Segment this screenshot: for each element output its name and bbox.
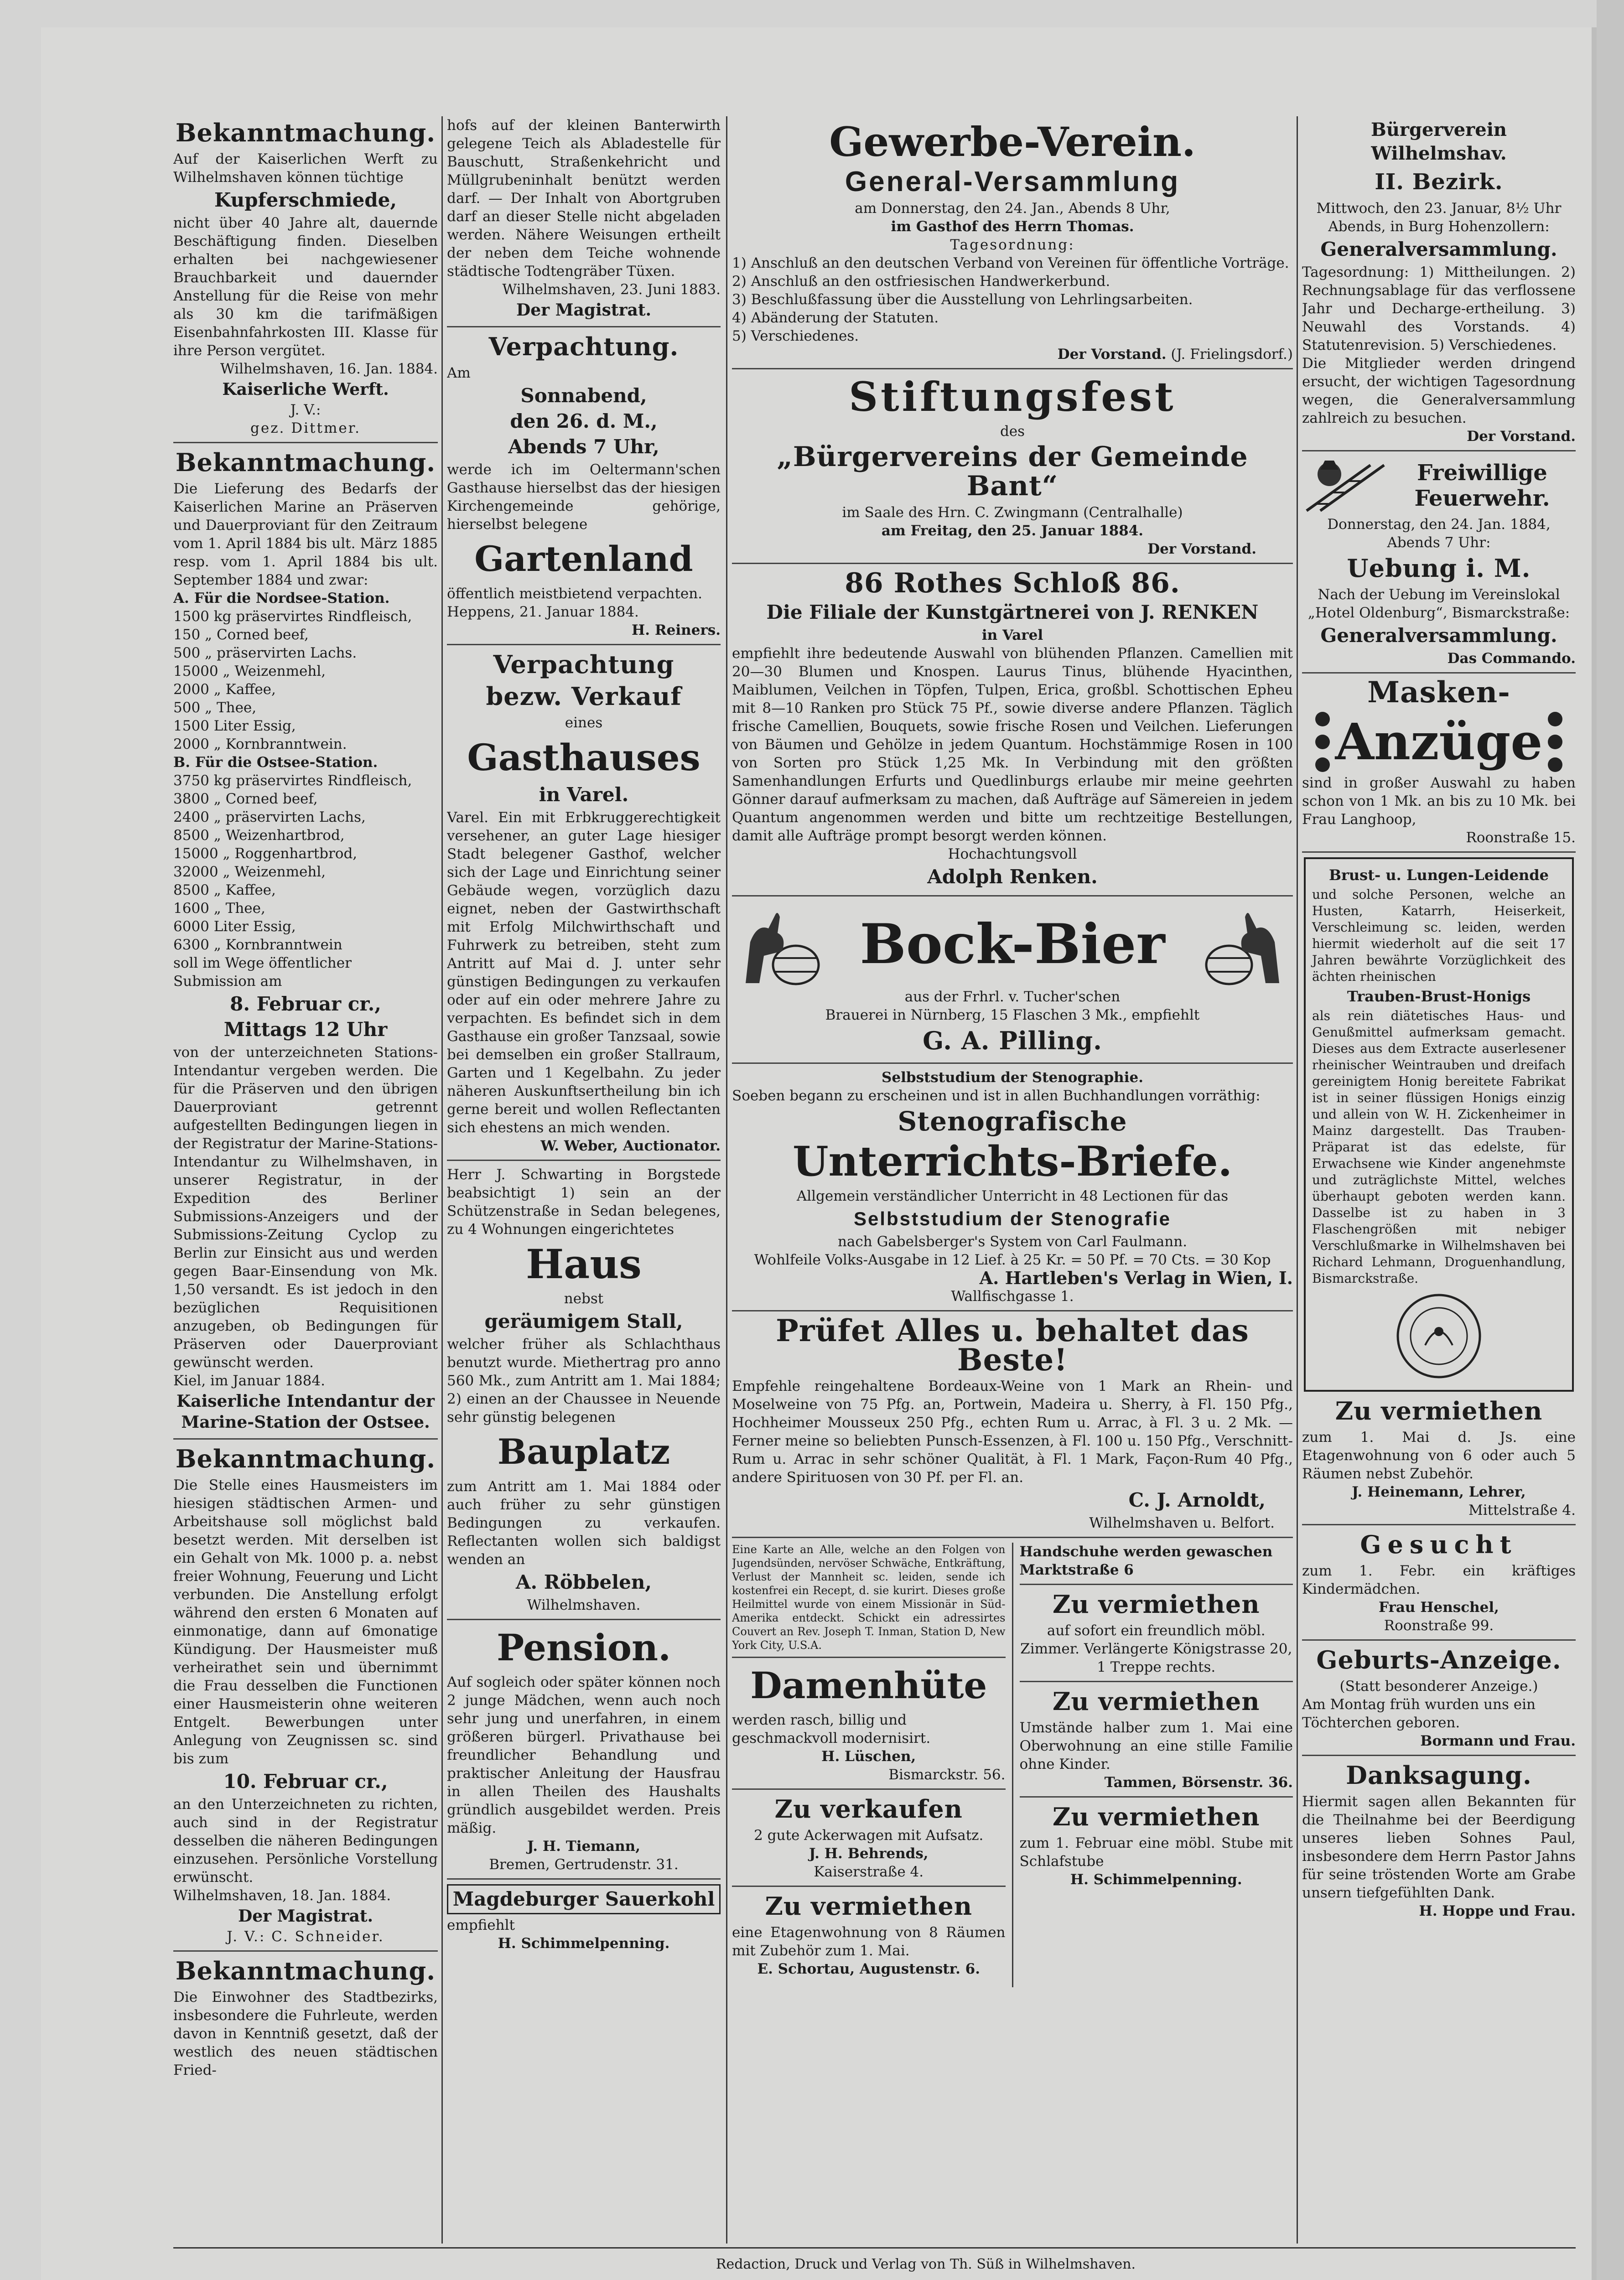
ad-text: empfiehlt	[447, 1917, 515, 1933]
ad-zu-vermiethen-oberwohnung	[1020, 1687, 1293, 1798]
ad-body: Am Montag früh wurden uns ein Töchterchen geboren.	[1302, 1696, 1536, 1731]
ad-title: Stiftungsfest	[849, 373, 1176, 420]
ad-body: empfiehlt ihre bedeutende Auswahl von blühenden Pflanzen. Camellien mit 20—30 Blumen und Knospen. Laurus Tinus, blühende Hyacinthen, Maiblumen, Veilchen in Töpfen, Tulpen, Erica, großbl. Schottischen Epheu mit 8—10 Ranken pro Stück 75 Pf., sowie diverse andere Pflanzen. Täglich frische Camellien, Bouquets, sowie frische Rosen und Veilchen. Lieferungen von Bäumen und Gehölze in jedem Quantum. Hochstämmige Rosen in 100 von Sorten pro Stück 1,25 Mk. In Verbindung mit den größten Samenhandlungen Erfurts und Quedlinburgs erlaube mir meine geehrten Gönner darauf aufmerksam zu machen, daß Aufträge auf Sämereien in jedem Quantum angenommen werden und bitte um rechtzeitige Bestellungen, damit alle Aufträge prompt besorgt werden können.	[732, 645, 1293, 844]
ad-sign: Der Vorstand.	[1147, 541, 1256, 557]
ad-body: hofs auf der kleinen Banterwirth gelegene Teich als Abladestelle für Bauschutt, Straßenkehricht und Müllgrubeninhalt benützt werden darf. — Der Inhalt von Abortgruben darf an dieser Stelle nicht abgeladen werden. Nähere Weisungen ertheilt der neben dem Teiche wohnende städtische Todtengräber Tüxen.	[447, 117, 721, 280]
ad-sign: H. Lüschen,	[821, 1748, 916, 1765]
ad-title: Verpachtung	[493, 650, 675, 679]
ad-heading: Uebung i. M.	[1347, 554, 1531, 583]
ad-verpachtung-gartenland	[447, 332, 721, 645]
ad-time-heading: Abends 7 Uhr,	[508, 435, 659, 458]
ad-pension	[447, 1625, 721, 1880]
ad-address: Wallfischgasse 1.	[951, 1288, 1074, 1305]
ad-body: nicht über 40 Jahre alt, dauernde Beschäftigung finden. Dieselben erhalten bei nachgewiesener Brauchbarkeit und dauernder Anstellung für die Reise von mehr als 30 km die tarifmäßigen Eisenbahnfahrkosten III. Klasse für ihre Person vergütet.	[173, 215, 438, 359]
ad-date: Wilhelmshaven, 23. Juni 1883.	[502, 281, 721, 298]
ad-body: auf sofort ein freundlich möbl. Zimmer. Verlängerte Königstrasse 20, 1 Treppe rechts.	[1020, 1622, 1292, 1675]
ad-sign: Der Vorstand.	[1057, 346, 1167, 363]
ad-sign: J. H. Behrends,	[809, 1845, 929, 1862]
list-item: 2400 „ präservirten Lachs,	[173, 809, 366, 825]
ad-zu-verkaufen	[732, 1794, 1006, 1887]
ad-sign: J. H. Tiemann,	[527, 1838, 641, 1855]
ad-section-heading: A. Für die Nordsee-Station.	[173, 590, 390, 606]
ad-place: Wilhelmshaven u. Belfort.	[1089, 1515, 1275, 1531]
ad-heading: Trauben-Brust-Honigs	[1347, 988, 1531, 1005]
ad-sign: H. Schimmelpenning.	[1070, 1871, 1242, 1888]
ad-body: Handschuhe werden gewaschen Marktstraße 6	[1019, 1544, 1273, 1578]
ad-sign: Frau Henschel,	[1379, 1599, 1499, 1616]
ad-heading: Generalversammlung.	[1320, 624, 1557, 647]
list-item: 1500 Liter Essig,	[173, 718, 296, 734]
ad-title: Bekanntmachung.	[175, 448, 436, 477]
ad-sign: A. Röbbelen,	[515, 1571, 652, 1593]
ad-masken-anzuege	[1302, 675, 1576, 853]
list-item: 2000 „ Kaffee,	[173, 681, 276, 698]
ad-title: Gesucht	[1360, 1530, 1518, 1559]
ad-item-heading: Gasthauses	[467, 736, 700, 779]
ad-body: zum Antritt am 1. Mai 1884 oder auch früher zu sehr günstigen Bedingungen zu verkaufen. Reflectanten wollen sich baldigst wenden an	[447, 1478, 721, 1568]
ad-body: und solche Personen, welche an Husten, Katarrh, Heiserkeit, Verschleimung sc. leiden, werden hiermit wiederholt auf die seit 17 Jahren bewährte Vorzüglichkeit des ächten rheinischen	[1312, 887, 1566, 984]
small-ads-right	[1013, 1543, 1293, 1987]
ad-sign: J. V.: C. Schneider.	[227, 1928, 384, 1945]
ad-sign: H. Reiners.	[632, 622, 721, 638]
ad-place: in Varel	[981, 627, 1043, 643]
ad-date: Wilhelmshaven, 16. Jan. 1884.	[220, 361, 438, 377]
ad-subtitle: Selbststudium der Stenografie	[853, 1208, 1172, 1229]
ad-stiftungsfest	[732, 374, 1293, 564]
column-divider	[1297, 116, 1298, 2244]
ad-abladestelle	[447, 116, 721, 327]
ad-title: Unterrichts-Briefe.	[793, 1137, 1232, 1186]
fire-brigade-emblem-icon	[1302, 456, 1389, 515]
ad-body: Tagesordnung: 1) Mittheilungen. 2) Rechnungsablage für das verflossene Jahr und Decharge-ertheilung. 3) Neuwahl des Vorstands. 4) Statutenrevision. 5) Verschiedenes.	[1302, 264, 1576, 353]
ad-body: aus der Frhrl. v. Tucher'schen	[904, 989, 1121, 1005]
footer-imprint: Redaction, Druck und Verlag von Th. Süß in Wilhelmshaven.	[716, 2256, 1136, 2272]
list-item: 500 „ Thee,	[173, 700, 257, 716]
goat-barrel-icon	[1197, 901, 1293, 988]
ad-sauerkohl	[447, 1884, 721, 1957]
agenda-item: 2) Anschluß an den ostfriesischen Handwerkerbund.	[732, 273, 1110, 290]
ad-hausmeister	[173, 1444, 438, 1952]
ad-trauben-brust-honig	[1304, 857, 1574, 1392]
column-3	[732, 116, 1293, 2241]
ad-body: Die Stelle eines Hausmeisters im hiesigen städtischen Armen- und Arbeitshause soll möglichst bald besetzt werden. Mit derselben ist ein Gehalt von Mk. 1000 p. a. nebst freier Wohnung, Feuerung und Licht verbunden. Die Anstellung erfolgt während den ersten 6 Monaten auf einmonatige, dann auf 6monatige Kündigung. Der Hausmeister muß verheirathet sein und übernimmt die Frau desselben die Functionen einer Hausmeisterin ohne weiteren Entgelt. Bewerbungen unter Anlegung von Zeugnissen sc. sind bis zum	[173, 1477, 438, 1767]
ad-gewerbe-verein	[732, 119, 1293, 369]
ad-when: am Freitag, den 25. Januar 1884.	[881, 523, 1144, 539]
ad-title: Freiwillige	[1417, 460, 1547, 486]
ad-geburts-anzeige	[1302, 1645, 1576, 1756]
ad-address: Kaiserstraße 4.	[814, 1864, 924, 1880]
ad-when: am Donnerstag, den 24. Jan., Abends 8 Uhr,	[855, 200, 1170, 217]
ad-text: eines	[565, 715, 603, 731]
ad-heading: Generalversammlung.	[1320, 238, 1557, 260]
ad-time-heading: Mittags 12 Uhr	[223, 1018, 388, 1041]
ad-text: Am	[447, 365, 471, 381]
ad-title: Verpachtung.	[488, 332, 679, 361]
ad-body: werde ich im Oeltermann'schen Gasthause hierselbst das der hiesigen Kirchengemeinde gehörige, hierselbst belegene	[447, 461, 721, 533]
list-item: 8500 „ Kaffee,	[173, 882, 276, 898]
ad-place: Wilhelmshaven.	[527, 1597, 641, 1613]
ad-body: zum 1. Febr. ein kräftiges Kindermädchen.	[1302, 1563, 1576, 1597]
ad-when: Donnerstag, den 24. Jan. 1884, Abends 7 Uhr:	[1327, 516, 1551, 551]
ad-title: Stenografische	[898, 1106, 1127, 1137]
agenda-item: 3) Beschlußfassung über die Ausstellung von Lehrlingsarbeiten.	[732, 291, 1193, 308]
ad-subtitle: Die Filiale der Kunstgärtnerei von J. RENKEN	[766, 601, 1259, 623]
ad-zu-vermiethen-zimmer	[1020, 1590, 1293, 1682]
ad-body: nach Gabelsberger's System von Carl Faulmann.	[837, 1233, 1188, 1250]
ad-haus-schwarting	[447, 1166, 721, 1620]
ad-title: Zu vermiethen	[1053, 1687, 1260, 1716]
ad-title: Zu vermiethen	[1053, 1590, 1260, 1619]
ad-damenhuete	[732, 1663, 1006, 1790]
ad-body: Soeben begann zu erscheinen und ist in allen Buchhandlungen vorräthig:	[732, 1088, 1261, 1104]
ad-zu-vermiethen-etage	[732, 1891, 1006, 1983]
ad-kunstgaertnerei	[732, 569, 1293, 896]
footer-rule	[173, 2247, 1576, 2249]
list-item: 15000 „ Weizenmehl,	[173, 663, 326, 679]
column-divider	[726, 116, 727, 2244]
ad-date-heading: 8. Februar cr.,	[230, 993, 381, 1015]
ad-body: eine Etagenwohnung von 8 Räumen mit Zubehör zum 1. Mai.	[732, 1924, 1006, 1959]
ad-where: im Gasthof des Herrn Thomas.	[891, 218, 1134, 235]
list-item: 15000 „ Roggenhartbrod,	[173, 845, 358, 862]
ad-subtitle: „Bürgervereins der Gemeinde Bant“	[777, 441, 1248, 502]
ad-karte	[732, 1543, 1006, 1658]
ad-title: Brust- u. Lungen-Leidende	[1329, 866, 1549, 884]
ad-title: Masken-	[1367, 675, 1510, 710]
ad-marine-proviant	[173, 448, 438, 1440]
ad-title: Zu verkaufen	[774, 1794, 963, 1824]
list-item: 3800 „ Corned beef,	[173, 791, 318, 807]
ad-title: Zu vermiethen	[1335, 1396, 1543, 1425]
column-2	[447, 116, 721, 2241]
ad-subtitle: II. Bezirk.	[1375, 169, 1503, 195]
ad-title: Geburts-Anzeige.	[1316, 1645, 1562, 1674]
ad-body: von der unterzeichneten Stations-Intendantur vergeben werden. Die für die Präserven und den übrigen Dauerproviant getrennt aufgestellten Bedingungen liegen in der Registratur der Marine-Stations-Intendantur zu Wilhelmshaven, in unserer Registratur, in der Expedition des Berliner Submissions-Anzeigers und der Submissions-Zeitung Cyclop zu Berlin zur Einsicht aus und werden gegen Baar-Einsendung von Mk. 1,50 versandt. Es ist jedoch in den bezüglichen Requisitionen anzugeben, ob Bedingungen für Präserven oder Dauerproviant gewünscht werden.	[173, 1044, 438, 1371]
ad-title: Prüfet Alles u. behaltet das Beste!	[776, 1313, 1249, 1378]
ad-agenda-heading: Tagesordnung:	[950, 237, 1075, 253]
ad-sign-name: (J. Frielingsdorf.)	[1171, 346, 1293, 363]
ad-date: Heppens, 21. Januar 1884.	[447, 604, 639, 620]
ad-place: Wilhelmshaven, 18. Jan. 1884.	[173, 1887, 391, 1904]
ad-sign: C. J. Arnoldt,	[1128, 1489, 1266, 1511]
ad-address: Mittelstraße 4.	[1468, 1502, 1576, 1518]
list-item: 1600 „ Thee,	[173, 900, 265, 917]
ad-subtitle: (Statt besonderer Anzeige.)	[1339, 1678, 1538, 1694]
ad-item-heading: Gartenland	[474, 539, 693, 579]
ad-gasthaus-varel	[447, 650, 721, 1161]
ad-fuhrleute	[173, 1956, 438, 2084]
ad-sign: E. Schortau, Augustenstr. 6.	[757, 1961, 981, 1977]
list-item: 6300 „ Kornbranntwein	[173, 937, 342, 953]
ornament-dots-icon	[1546, 710, 1564, 774]
ad-sign: Tammen, Börsenstr. 36.	[1104, 1774, 1293, 1791]
column-divider	[441, 116, 443, 2244]
ad-title: Magdeburger Sauerkohl	[447, 1884, 721, 1914]
agenda-item: 1) Anschluß an den deutschen Verband von Vereinen für öffentliche Vorträge.	[732, 255, 1289, 271]
ad-body: welcher früher als Schlachthaus benutzt wurde. Miethertrag pro anno 560 Mk., zum Antritt am 1. Mai 1884; 2) einen an der Chaussee in Neuende sehr günstig belegenen	[447, 1336, 721, 1425]
ad-body: Brauerei in Nürnberg, 15 Flaschen 3 Mk., empfiehlt	[825, 1007, 1200, 1023]
ad-werft-kupferschmiede	[173, 118, 438, 443]
ad-section-heading: B. Für die Ostsee-Station.	[173, 754, 378, 771]
ad-where: im Saale des Hrn. C. Zwingmann (Centralhalle)	[842, 504, 1183, 521]
ad-sign: Der Vorstand.	[1467, 428, 1576, 445]
ad-body: sind in großer Auswahl zu haben schon von 1 Mk. an bis zu 10 Mk. bei Frau Langhoop,	[1302, 775, 1576, 828]
ad-body: Allgemein verständlicher Unterricht in 48 Lectionen für das	[796, 1188, 1229, 1204]
ad-sign: J. V.:	[290, 402, 321, 418]
ad-title: Bürgerverein Wilhelmshav.	[1371, 119, 1507, 164]
ad-sign: Das Commando.	[1447, 650, 1576, 667]
ornament-dots-icon	[1313, 710, 1332, 774]
ad-body: Auf sogleich oder später können noch 2 junge Mädchen, wenn auch noch sehr jung und unerfahren, in einem größeren bürgerl. Privathause bei freundlicher Behandlung und praktischer Anleitung der Hausfrau in allen Theilen des Haushalts gründlich ausgebildet werden. Preis mäßig.	[447, 1674, 721, 1836]
ad-body: als rein diätetisches Haus- und Genußmittel aufmerksam gemacht. Dieses aus dem Extracte auserlesener rheinischer Weintrauben und dreifach gereinigtem Honig bereitete Fabrikat ist in seiner flüssigen Honigs einzig und allein von W. H. Zickenheimer in Mainz dargestellt. Das Trauben-Präparat ist das edelste, für Erwachsene wie Kinder angenehmste und zuträglichste Mittel, welches überhaupt geboten werden kann. Dasselbe ist zu haben in 3 Flaschengrößen mit nebiger Verschlußmarke in Wilhelmshaven bei Richard Lehmann, Droguenhandlung, Bismarckstraße.	[1312, 1008, 1566, 1286]
ad-title: Zu vermiethen	[765, 1891, 972, 1921]
ad-date-heading: 10. Februar cr.,	[223, 1770, 388, 1793]
ad-text: des	[1000, 423, 1025, 440]
ad-intro: Auf der Kaiserlichen Werft zu Wilhelmshaven können tüchtige	[173, 151, 438, 186]
ad-title: bezw. Verkauf	[486, 682, 682, 711]
ad-org: Kaiserliche Werft.	[222, 380, 389, 399]
zickenheimer-seal-icon	[1393, 1290, 1484, 1382]
ad-address: Bremen, Gertrudenstr. 31.	[489, 1856, 679, 1873]
ad-date-heading: den 26. d. M.,	[510, 410, 658, 432]
ad-item-heading: geräumigem Stall,	[484, 1310, 683, 1332]
ad-title: 86 Rothes Schloß 86.	[845, 567, 1180, 599]
ad-body: öffentlich meistbietend verpachten.	[447, 586, 703, 602]
ad-sign: W. Weber, Auctionator.	[540, 1138, 721, 1154]
agenda-item: 5) Verschiedenes.	[732, 328, 859, 344]
ad-price: Wohlfeile Volks-Ausgabe in 12 Lief. à 25 Kr. = 50 Pf. = 70 Cts. = 30 Kop	[754, 1252, 1271, 1268]
ad-org: Der Magistrat.	[238, 1907, 373, 1926]
ad-weine-arnoldt	[732, 1313, 1293, 1538]
ad-body: Empfehle reingehaltene Bordeaux-Weine von 1 Mark an Rhein- und Moselweine von 75 Pfg. an, Portwein, Madeira u. Sherry, à Fl. 150 Pfg., Hochheimer Mousseux 250 Pfg., echten Rum u. Arrac, à Fl. 3 u. 2 Mk. — Ferner meine so beliebten Punsch-Essenzen, à Fl. 100 u. 150 Pfg., Verschnitt-Rum u. Arrac in sehr schöner Qualität, à Fl. 1 Mark, Façon-Rum 40 Pfg., andere Spirituosen von 30 Pf. per Fl. an.	[732, 1378, 1293, 1486]
ad-org: Kaiserliche Intendantur der Marine-Station der Ostsee.	[176, 1392, 435, 1432]
ad-sign: gez. Dittmer.	[250, 420, 361, 436]
ad-place: Kiel, im Januar 1884.	[173, 1373, 325, 1389]
list-item: 500 „ präservirten Lachs.	[173, 645, 357, 661]
list-item: 8500 „ Weizenhartbrod,	[173, 827, 345, 844]
ad-body: Die Lieferung des Bedarfs der Kaiserlichen Marine an Präserven und Dauerproviant für den Zeitraum vom 1. April 1884 bis ult. März 1885 resp. vom 1. April 1884 bis ult. September 1884 und zwar:	[173, 481, 438, 588]
ad-title: Zu vermiethen	[1053, 1802, 1260, 1831]
goat-barrel-icon	[732, 901, 828, 988]
agenda-item: 4) Abänderung der Statuten.	[732, 310, 939, 326]
ad-body: Hiermit sagen allen Bekannten für die Theilnahme bei der Beerdigung unseres lieben Sohnes Paul, insbesondere dem Herrn Pastor Jahns für seine tröstenden Worte am Grabe unsern tiefgefühlten Dank.	[1302, 1793, 1576, 1901]
ad-when: Mittwoch, den 23. Januar, 8½ Uhr Abends, in Burg Hohenzollern:	[1316, 200, 1562, 235]
list-item: 6000 Liter Essig,	[173, 918, 296, 935]
ad-title: Pension.	[497, 1626, 671, 1669]
ad-danksagung	[1302, 1761, 1576, 1925]
ad-text: nebst	[564, 1290, 604, 1307]
column-1	[173, 116, 438, 2241]
ad-sign: H. Schimmelpenning.	[498, 1935, 670, 1952]
ad-body: an den Unterzeichneten zu richten, auch sind in der Registratur desselben die näheren Bedingungen einzusehen. Persönliche Vorstellung erwünscht.	[173, 1796, 438, 1886]
ad-sign: J. Heinemann, Lehrer,	[1352, 1484, 1526, 1500]
ad-body: Die Einwohner des Stadtbezirks, insbesondere die Fuhrleute, werden davon in Kenntniß gesetzt, daß der westlich des neuen städtischen Fried-	[173, 1989, 438, 2078]
ad-org: Der Magistrat.	[516, 301, 651, 320]
ad-place-heading: in Varel.	[539, 783, 629, 806]
list-item: 3750 kg präservirtes Rindfleisch,	[173, 772, 412, 789]
ad-heading: Selbststudium der Stenographie.	[882, 1069, 1143, 1086]
list-item: 1500 kg präservirtes Rindfleisch,	[173, 608, 412, 625]
ad-body: zum 1. Mai d. Js. eine Etagenwohnung von 6 oder auch 5 Räumen nebst Zubehör.	[1302, 1429, 1576, 1482]
ad-body: Nach der Uebung im Vereinslokal „Hotel Oldenburg“, Bismarckstraße:	[1308, 586, 1570, 621]
ad-zu-vermiethen-stube	[1020, 1802, 1293, 1893]
ad-greeting: Hochachtungsvoll	[948, 846, 1077, 862]
ad-body: Umstände halber zum 1. Mai eine Oberwohnung an eine stille Familie ohne Kinder.	[1019, 1720, 1293, 1772]
ad-sign: A. Hartleben's Verlag in Wien, I.	[979, 1268, 1293, 1288]
ad-title: Gewerbe-Verein.	[829, 118, 1196, 166]
small-ads-left	[732, 1543, 1013, 1987]
provisions-list-nordsee	[173, 607, 438, 753]
ad-title: Danksagung.	[1346, 1761, 1532, 1790]
ad-address: Roonstraße 15.	[1466, 829, 1576, 846]
ad-body: Herr J. Schwarting in Borgstede beabsichtigt 1) sein an der Schützenstraße in Sedan belegenes, zu 4 Wohnungen eingerichtetes	[447, 1166, 721, 1238]
list-item: 2000 „ Kornbranntwein.	[173, 736, 347, 752]
small-ads-area	[732, 1543, 1293, 1987]
ad-buergerverein	[1302, 118, 1576, 451]
ad-address: Roonstraße 99.	[1384, 1617, 1494, 1634]
ad-address: Bismarckstr. 56.	[888, 1767, 1006, 1783]
provisions-list-ostsee	[173, 772, 438, 954]
ad-sign: G. A. Pilling.	[923, 1026, 1102, 1055]
ad-body: zum 1. Februar eine möbl. Stube mit Schlafstube	[1019, 1835, 1293, 1870]
ad-date-heading: Sonnabend,	[520, 384, 647, 407]
ad-title: Bekanntmachung.	[175, 1444, 436, 1473]
ad-heading: Kupferschmiede,	[214, 189, 397, 211]
ad-title: Bekanntmachung.	[175, 118, 436, 147]
ad-sign: H. Hoppe und Frau.	[1419, 1903, 1576, 1919]
ad-body: 2 gute Ackerwagen mit Aufsatz.	[754, 1827, 984, 1844]
column-4	[1302, 116, 1576, 2241]
ad-gesucht	[1302, 1530, 1576, 1641]
ad-sign: Bormann und Frau.	[1420, 1733, 1576, 1749]
ad-title: Feuerwehr.	[1414, 486, 1550, 511]
ad-zu-vermiethen-heinemann	[1302, 1396, 1576, 1525]
ad-stenografie	[732, 1068, 1293, 1311]
ad-bock-bier	[732, 901, 1293, 1064]
ad-text: soll im Wege öffentlicher Submission am	[173, 955, 352, 990]
ad-item-heading: Bauplatz	[497, 1431, 670, 1472]
ad-body: Eine Karte an Alle, welche an den Folgen von Jugendsünden, nervöser Schwäche, Entkräftung, Verlust der Mannheit sc. leiden, sende ich kostenfrei ein Recept, d. sie kurirt. Dieses große Heilmittel wurde von einem Missionär in Süd-Amerika entdeckt. Schickt ein adressirtes Couvert an Rev. Joseph T. Inman, Station D, New York City, U.S.A.	[732, 1543, 1006, 1652]
ad-body: Die Mitglieder werden dringend ersucht, der wichtigen Tagesordnung wegen, die Generalversammlung zahlreich zu besuchen.	[1302, 355, 1576, 426]
ad-title: Bekanntmachung.	[175, 1956, 436, 1985]
ad-title: Damenhüte	[750, 1664, 987, 1707]
ad-title: Bock-Bier	[860, 912, 1165, 976]
ad-title: Anzüge	[1335, 712, 1543, 771]
ad-sign: Adolph Renken.	[927, 865, 1098, 888]
ad-body: werden rasch, billig und geschmackvoll modernisirt.	[732, 1712, 931, 1746]
ad-feuerwehr	[1302, 456, 1576, 674]
page-edge-shadow	[1597, 0, 1624, 2280]
ad-body: Varel. Ein mit Erbkruggerechtigkeit versehener, an guter Lage hiesiger Stadt belegener Gasthof, welcher sich der Lage und Einrichtung seiner Gebäude wegen, vorzüglich dazu eignet, neben der Gastwirthschaft mit Erfolg Milchwirthschaft und Fuhrwerk zu betreiben, steht zum Antritt auf Mai d. J. unter sehr günstigen Bedingungen zu verkaufen oder auf ein oder mehrere Jahre zu verpachten. Es befindet sich in dem Gasthause ein großer Tanzsaal, sowie bei demselben ein großer Stallraum, Garten und 1 Kegelbahn. Zu jeder näheren Auskunftsertheilung bin ich gerne bereit und wollen Reflectanten sich ehestens an mich wenden.	[447, 809, 721, 1136]
list-item: 32000 „ Weizenmehl,	[173, 864, 326, 880]
ad-item-heading: Haus	[526, 1240, 642, 1288]
ad-handschuhe	[1020, 1543, 1293, 1585]
ad-subtitle: General-Versammlung	[845, 166, 1180, 197]
list-item: 150 „ Corned beef,	[173, 627, 309, 643]
